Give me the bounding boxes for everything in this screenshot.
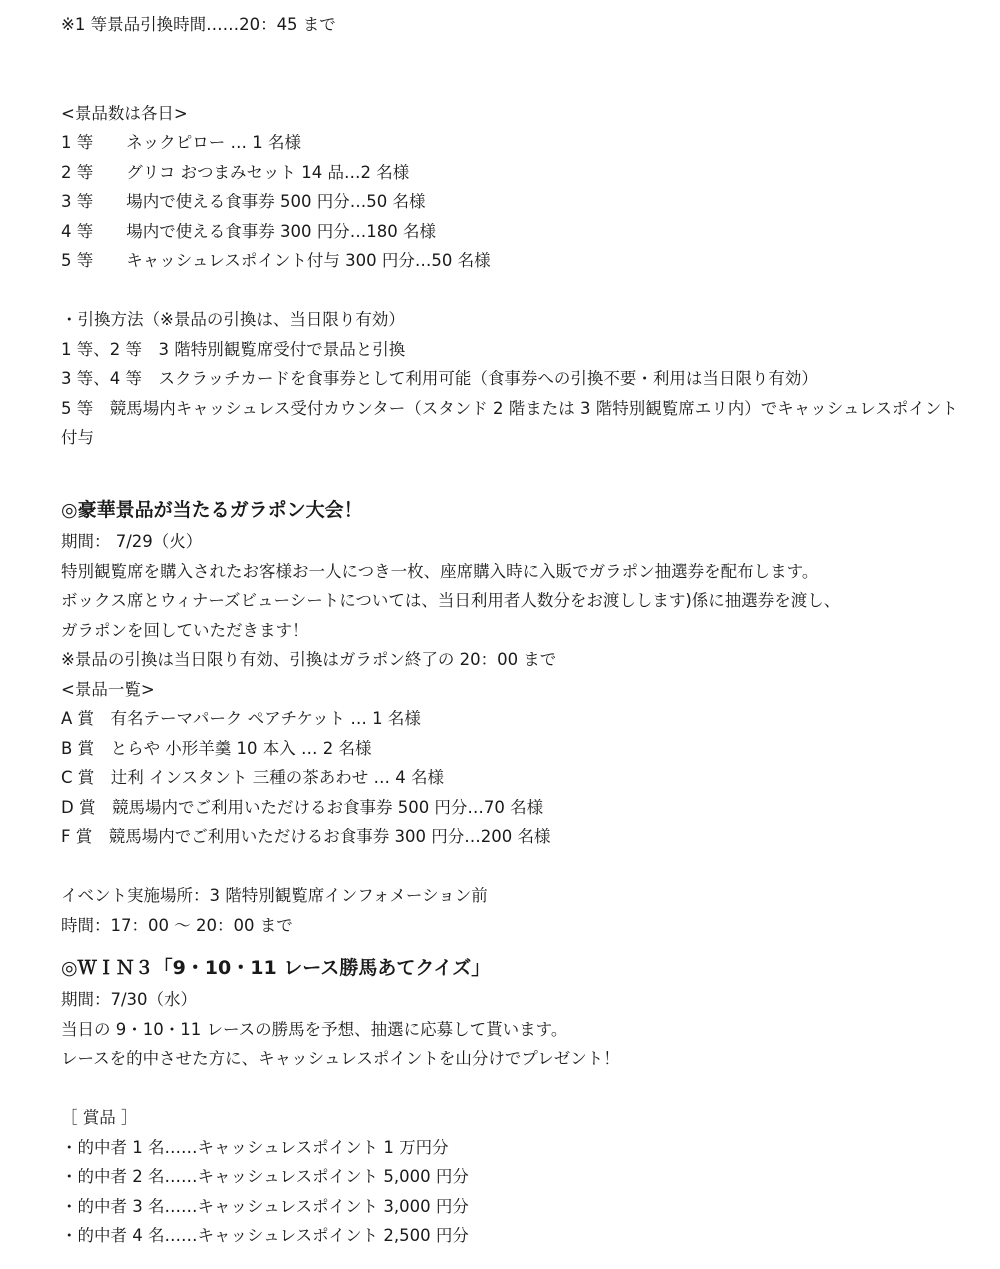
section-heading-garapon: ◎豪華景品が当たるガラポン大会！ <box>61 499 363 521</box>
prize-line: 5 等 キャッシュレスポイント付与 300 円分…50 名様 <box>61 251 491 270</box>
spacer <box>61 1074 961 1104</box>
prize-line: B 賞 とらや 小形羊羹 10 本入 … 2 名様 <box>61 738 372 758</box>
spacer <box>61 852 961 882</box>
exchange-method-line: 3 等、4 等 スクラッチカードを食事券として利用可能（食事券への引換不要・利用は当日限り有効） <box>61 369 818 388</box>
prize-line: ・的中者 2 名……キャッシュレスポイント 5,000 円分 <box>61 1167 469 1186</box>
spacer <box>61 40 961 99</box>
prize-line: 4 等 場内で使える食事券 300 円分…180 名様 <box>61 221 436 241</box>
prize-line: F 賞 競馬場内でご利用いただけるお食事券 300 円分…200 名様 <box>61 827 551 846</box>
event-description: ボックス席とウィナーズビューシートについては、当日利用者人数分をお渡しします)係に抽選券を渡し、 <box>61 591 841 610</box>
event-description: 当日の 9・10・11 レースの勝馬を予想、抽選に応募して貰います。 <box>61 1019 568 1039</box>
event-period: 期間：7/30（水） <box>61 990 198 1009</box>
event-description: ガラポンを回していただきます！ <box>61 620 309 640</box>
prize-count-header: <景品数は各日> <box>61 103 188 123</box>
event-period: 期間： 7/29（火） <box>61 532 203 551</box>
document-body <box>61 10 961 1251</box>
prize-line: ・的中者 3 名……キャッシュレスポイント 3,000 円分 <box>61 1196 469 1216</box>
prize-line: D 賞 競馬場内でご利用いただけるお食事券 500 円分…70 名様 <box>61 797 544 817</box>
exchange-time-note: ※1 等景品引換時間……20：45 まで <box>61 15 336 34</box>
exchange-method-header: ・引換方法（※景品の引換は、当日限り有効） <box>61 310 405 329</box>
prize-line: ・的中者 4 名……キャッシュレスポイント 2,500 円分 <box>61 1226 469 1245</box>
prize-line: C 賞 辻利 インスタント 三種の茶あわせ … 4 名様 <box>61 768 444 787</box>
prize-list-header: ［ 賞品 ］ <box>61 1108 138 1127</box>
prize-line: ・的中者 1 名……キャッシュレスポイント 1 万円分 <box>61 1137 449 1157</box>
exchange-method-line: 5 等 競馬場内キャッシュレス受付カウンター（スタンド 2 階または 3 階特別観覧席エリ内）でキャッシュレスポイント付与 <box>61 398 958 447</box>
prize-line: 2 等 グリコ おつまみセット 14 品…2 名様 <box>61 162 410 182</box>
spacer <box>61 940 961 952</box>
section-heading-win3-quiz: ◎ＷＩＮ３「9・10・11 レース勝馬あてクイズ」 <box>61 957 491 979</box>
spacer <box>61 276 961 306</box>
event-description: レースを的中させた方に、キャッシュレスポイントを山分けでプレゼント！ <box>61 1049 620 1068</box>
spacer <box>61 453 961 465</box>
prize-list-header: <景品一覧> <box>61 679 155 699</box>
event-description: 特別観覧席を購入されたお客様お一人につき一枚、座席購入時に入販でガラポン抽選券を配布します。 <box>61 561 819 581</box>
prize-line: 1 等 ネックピロー … 1 名様 <box>61 133 301 152</box>
event-venue: イベント実施場所：3 階特別観覧席インフォメーション前 <box>61 886 488 905</box>
event-time: 時間：17：00 ～ 20：00 まで <box>61 915 293 935</box>
exchange-method-line: 1 等、2 等 3 階特別観覧席受付で景品と引換 <box>61 339 406 359</box>
spacer <box>61 465 961 495</box>
event-description: ※景品の引換は当日限り有効、引換はガラポン終了の 20：00 まで <box>61 650 557 669</box>
prize-line: 3 等 場内で使える食事券 500 円分…50 名様 <box>61 192 426 211</box>
prize-line: A 賞 有名テーマパーク ペアチケット … 1 名様 <box>61 709 421 728</box>
